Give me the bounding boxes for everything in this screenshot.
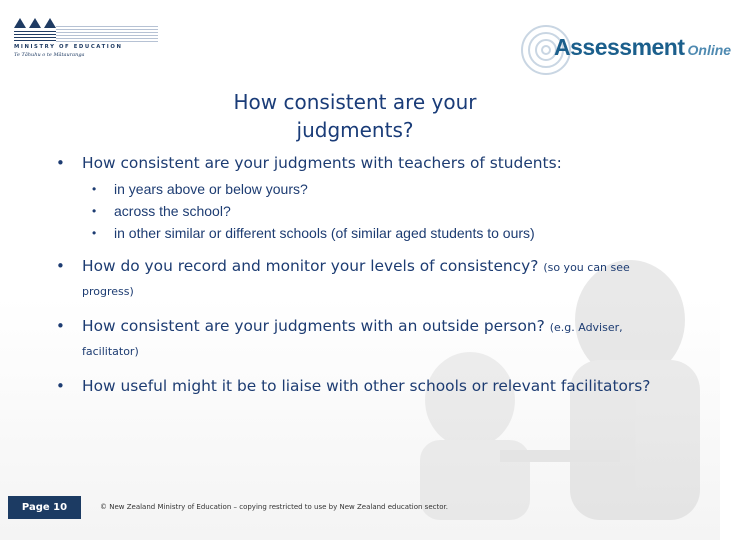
sub-bullet-2: • across the school? [92, 203, 231, 219]
slide-title [180, 88, 530, 144]
bullet-dot: • [56, 257, 65, 275]
online-word: Online [687, 42, 731, 58]
sub-bullet-3: • in other similar or different schools (of similar aged students to ours) [92, 225, 535, 241]
bullet-3-note: (e.g. Adviser, facilitator) [82, 321, 623, 358]
sub-bullet-2-text: across the school? [114, 203, 231, 219]
copyright-notice: © New Zealand Ministry of Education – copying restricted to use by New Zealand education sector. [100, 503, 448, 511]
title-line-1: How consistent are your [233, 90, 477, 114]
sub-bullet-3-text: in other similar or different schools (of similar aged students to ours) [114, 225, 535, 241]
bullet-1-text: How consistent are your judgments with teachers of students: [82, 154, 562, 172]
title-line-2: judgments? [296, 118, 414, 142]
logo-rule [56, 26, 158, 44]
bullet-3 [56, 315, 676, 363]
logo-lines [14, 31, 56, 41]
bullet-2 [56, 255, 676, 303]
ministry-name: MINISTRY OF EDUCATION [14, 44, 123, 50]
sub-bullet-1: • in years above or below yours? [92, 181, 308, 197]
sub-bullet-list [56, 178, 676, 244]
bullet-4-text: How useful might it be to liaise with other schools or relevant facilitators? [82, 377, 651, 395]
bullet-4 [56, 375, 676, 397]
assessment-online-logo [518, 22, 731, 77]
bullet-3-text: How consistent are your judgments with an outside person? [82, 317, 545, 335]
assessment-word: Assessment [554, 34, 685, 60]
bullet-dot: • [56, 154, 65, 172]
bullet-2-text: How do you record and monitor your levels of consistency? [82, 257, 539, 275]
bullet-dot: • [56, 317, 65, 335]
bullet-2-note: (so you can see progress) [82, 261, 630, 298]
slide-body [56, 152, 676, 397]
bullet-dot: • [56, 377, 65, 395]
bullet-1 [56, 152, 676, 174]
page-number-badge: Page 10 [8, 496, 81, 519]
sub-bullet-1-text: in years above or below yours? [114, 181, 308, 197]
ministry-subtitle: Te Tāhuhu o te Mātauranga [14, 52, 85, 58]
